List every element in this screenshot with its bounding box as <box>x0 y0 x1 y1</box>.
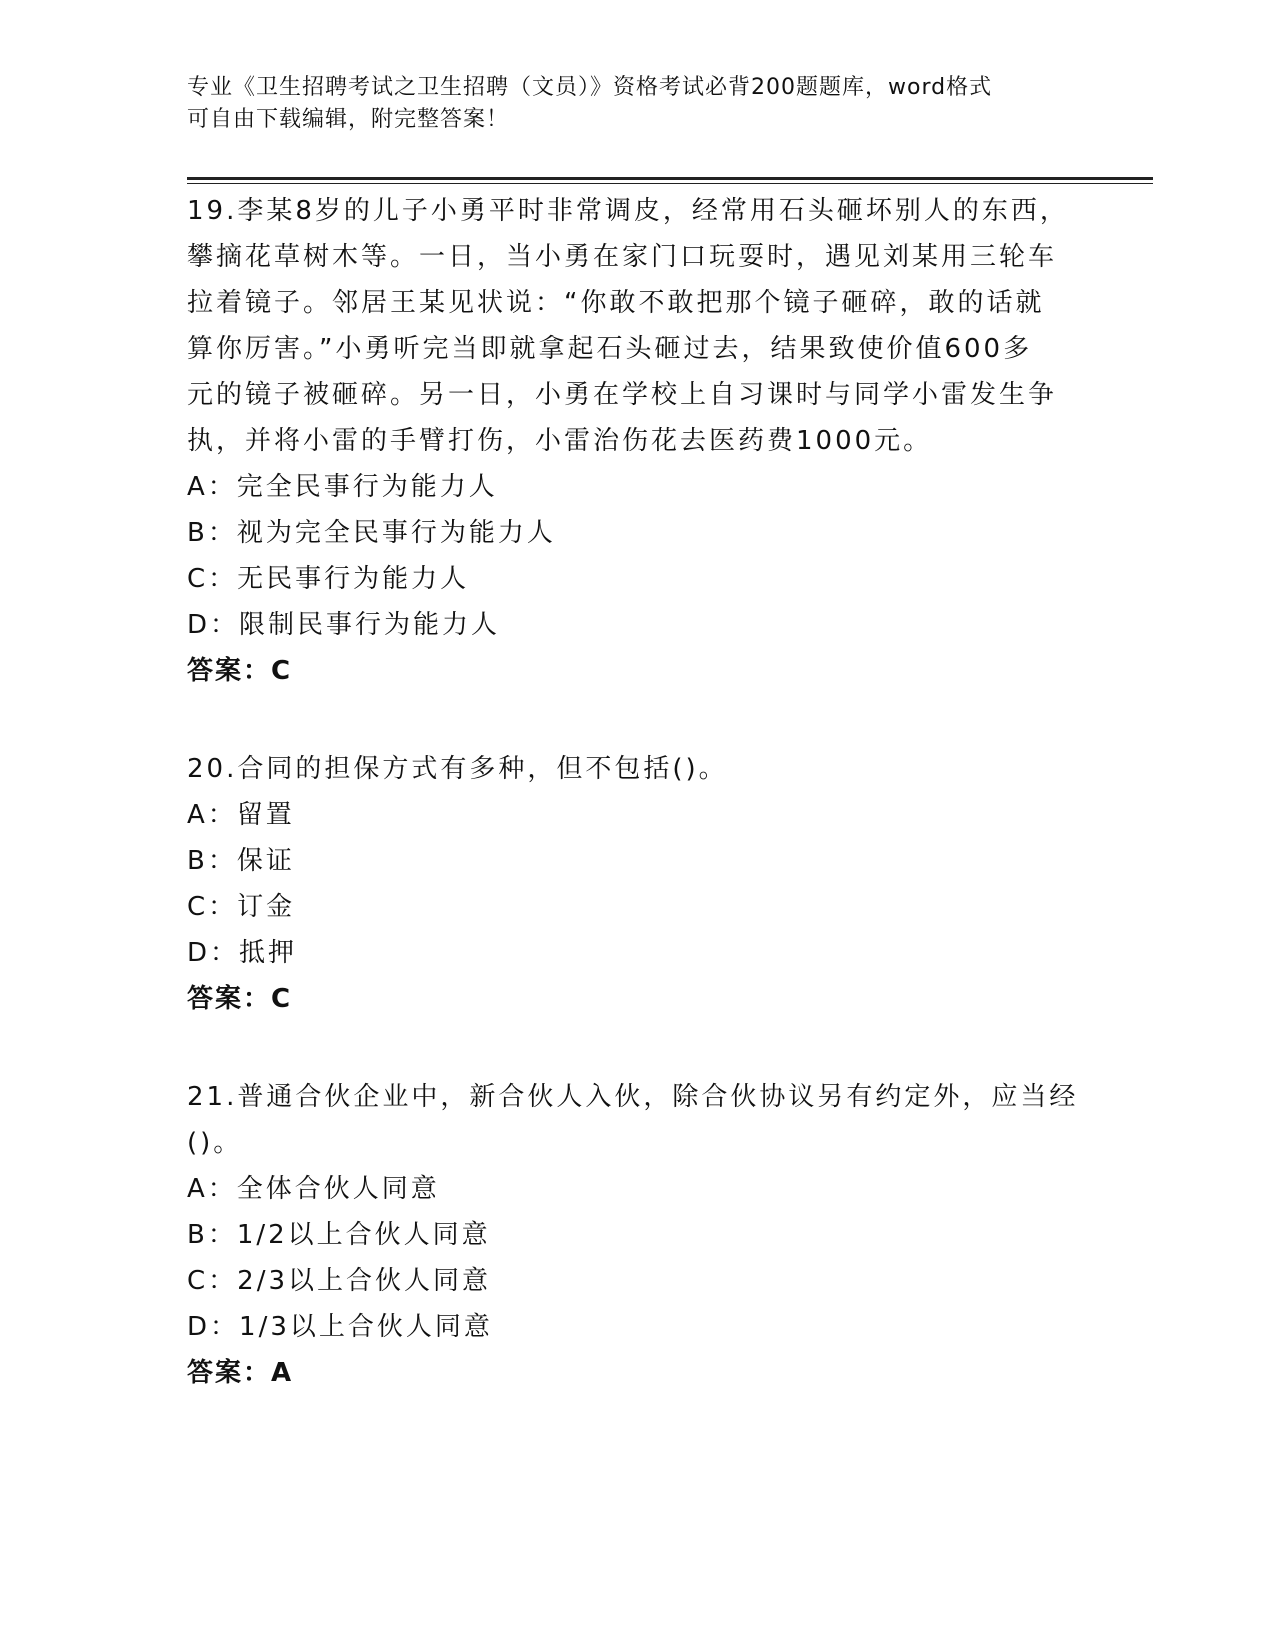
option-c: C：订金 <box>187 892 296 922</box>
question-21 <box>187 1074 1087 1396</box>
answer-label: 答案：C <box>187 984 293 1014</box>
option-c: C：2/3以上合伙人同意 <box>187 1266 491 1296</box>
question-text-line: 元的镜子被砸碎。另一日，小勇在学校上自习课时与同学小雷发生争 <box>187 380 1058 410</box>
question-list <box>187 188 1087 1396</box>
header-divider-thick <box>187 177 1153 180</box>
question-text-line: 拉着镜子。邻居王某见状说：“你敢不敢把那个镜子砸碎，敢的话就 <box>187 288 1045 318</box>
question-spacer <box>187 694 1087 746</box>
question-20 <box>187 746 1087 1022</box>
question-text-line: 20.合同的担保方式有多种，但不包括()。 <box>187 754 728 784</box>
question-spacer <box>187 1022 1087 1074</box>
option-d: D：1/3以上合伙人同意 <box>187 1312 493 1342</box>
header-line: 专业《卫生招聘考试之卫生招聘（文员）》资格考试必背200题题库，word格式 <box>187 75 993 100</box>
option-d: D：抵押 <box>187 938 298 968</box>
question-text-line: 攀摘花草树木等。一日，当小勇在家门口玩耍时，遇见刘某用三轮车 <box>187 242 1058 272</box>
question-text-line: 执，并将小雷的手臂打伤，小雷治伤花去医药费1000元。 <box>187 426 933 456</box>
option-c: C：无民事行为能力人 <box>187 564 470 594</box>
option-a: A：全体合伙人同意 <box>187 1174 440 1204</box>
answer-label: 答案：C <box>187 656 293 686</box>
question-text-line: 21.普通合伙企业中，新合伙人入伙，除合伙协议另有约定外，应当经 <box>187 1082 1079 1112</box>
question-19 <box>187 188 1087 694</box>
header-divider-thin <box>187 183 1153 184</box>
question-text-line: 算你厉害。”小勇听完当即就拿起石头砸过去，结果致使价值600多 <box>187 334 1033 364</box>
question-text-line: 19.李某8岁的儿子小勇平时非常调皮，经常用石头砸坏别人的东西， <box>187 196 1069 226</box>
option-a: A：留置 <box>187 800 295 830</box>
option-b: B：保证 <box>187 846 295 876</box>
document-header <box>187 72 1067 136</box>
option-a: A：完全民事行为能力人 <box>187 472 498 502</box>
header-line: 可自由下载编辑，附完整答案！ <box>187 107 510 132</box>
option-b: B：1/2以上合伙人同意 <box>187 1220 491 1250</box>
question-text-line: ()。 <box>187 1128 243 1158</box>
answer-label: 答案：A <box>187 1358 294 1388</box>
option-b: B：视为完全民事行为能力人 <box>187 518 556 548</box>
option-d: D：限制民事行为能力人 <box>187 610 501 640</box>
